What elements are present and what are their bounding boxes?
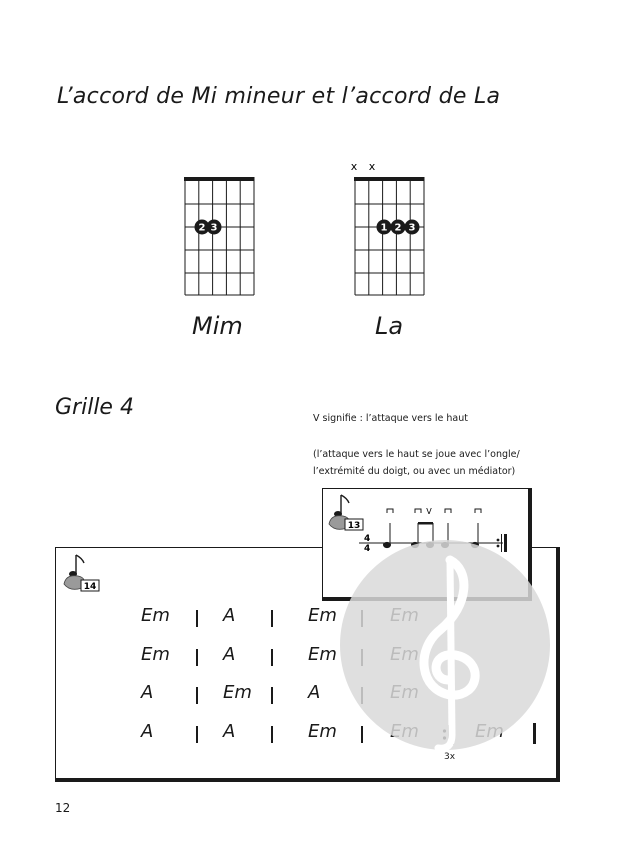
time-signature-bottom: 4 [364,544,371,554]
audio-track-badge [329,495,363,531]
upstroke-mark: V [426,507,432,516]
grid-chord: A [141,721,154,742]
treble-clef-watermark [340,530,550,760]
finger-dot [207,220,222,235]
bar-line [196,726,198,743]
repeat-count: 3x [444,752,456,762]
finger-number: 3 [210,222,218,234]
chord-diagram-la [340,155,440,300]
grid-chord: Em [141,605,170,626]
grid-chord: A [223,605,236,626]
grid-chord: Em [141,644,170,665]
grid-chord: Em [308,605,337,626]
finger-dot [377,220,392,235]
downstroke-icon [475,509,481,513]
bar-line [271,649,273,666]
bar-line [196,687,198,704]
finger-dot [405,220,420,235]
time-signature-top: 4 [364,534,371,544]
upstroke-explanation: (l’attaque vers le haut se joue avec l’ongle/ l’extrémité du doigt, ou avec un médiator) [313,449,520,477]
grid-chord: Em [308,644,337,665]
page-number: 12 [55,801,71,815]
bar-line [271,687,273,704]
grid-chord: Em [308,721,337,742]
grid-chord: A [141,682,154,703]
muted-string-mark: x [368,160,376,173]
grid-chord: Em [223,682,252,703]
chord-name-mim: Mim [192,312,243,340]
downstroke-icon [415,509,421,513]
track-number: 13 [347,521,361,531]
chord-name-la: La [375,312,404,340]
finger-number: 2 [198,222,206,234]
grid-chord: A [223,721,236,742]
track-number: 14 [83,582,97,592]
finger-dot [391,220,406,235]
chord-diagram-mim [170,155,270,300]
finger-number: 3 [408,222,416,234]
grid-chord: A [308,682,321,703]
bar-line [196,610,198,627]
section-title: L’accord de Mi mineur et l’accord de La [57,84,501,109]
bar-line [271,726,273,743]
downstroke-icon [445,509,451,513]
finger-number: 2 [394,222,402,234]
finger-number: 1 [380,222,388,234]
bar-line [196,649,198,666]
downstroke-icon [387,509,393,513]
grille-title: Grille 4 [55,395,134,420]
muted-string-mark: x [350,160,358,173]
audio-track-badge [62,552,106,592]
grid-chord: A [223,644,236,665]
upstroke-note: V signifie : l’attaque vers le haut [313,413,468,424]
bar-line [271,610,273,627]
